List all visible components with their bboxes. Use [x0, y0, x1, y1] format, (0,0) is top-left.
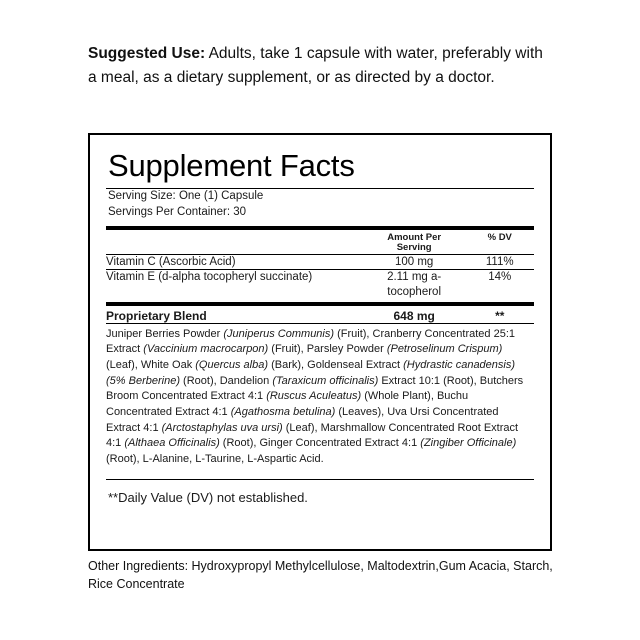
- table-header-row: [106, 233, 534, 254]
- daily-value-note: **Daily Value (DV) not established.: [108, 490, 308, 506]
- divider-under-blend: [106, 323, 534, 324]
- suggested-use-block: [88, 42, 548, 90]
- nutrient-rows-table: [106, 255, 534, 269]
- nutrient-name: Vitamin E (d-alpha tocopheryl succinate): [106, 271, 313, 284]
- nutrient-dv: 111%: [485, 255, 514, 268]
- nutrient-dv: 14%: [488, 271, 512, 284]
- header-amount-line1: Amount Per: [387, 231, 442, 243]
- divider-above-headers: [106, 226, 534, 230]
- nutrient-rows-table-2: [106, 270, 534, 299]
- serving-size: Serving Size: One (1) Capsule: [108, 190, 264, 203]
- proprietary-blend-table: [106, 309, 534, 323]
- table-row: [106, 255, 534, 269]
- header-amount-per-serving: [363, 233, 466, 254]
- blend-ingredients-list: Juniper Berries Powder (Juniperus Communis) (Fruit), Cranberry Concentrated 25:1 Extract (Vaccinium macrocarpon) (Fruit), Parsley Powder (Petroselinum Crispum) (Leaf), White Oak (Quercus alba) (Bark), Goldenseal Extract (Hydrastic canadensis) (5% Berberine) (Root), Dandelion (Taraxicum officinalis) Extract 10:1 (Root), Butchers Broom Concentrated Extract 4:1 (Ruscus Aculeatus) (Whole Plant), Buchu Concentrated Extract 4:1 (Agathosma betulina) (Leaves), Uva Ursi Concentrated Extract 4:1 (Arctostaphylas uva ursi) (Leaf), Marshmallow Concentrated Root Extract 4:1 (Althaea Officinalis) (Root), Ginger Concentrated Extract 4:1 (Zingiber Officinale) (Root), L-Alanine, L-Taurine, L-Aspartic Acid.: [106, 327, 524, 465]
- header-amount-line2: Serving: [396, 242, 432, 254]
- divider-above-blend: [106, 302, 534, 306]
- nutrient-amount: 2.11 mg a-tocopherol: [387, 271, 442, 298]
- blend-name: Proprietary Blend: [106, 308, 207, 323]
- supplement-facts-panel: [88, 133, 552, 551]
- nutrition-table: [106, 233, 534, 254]
- nutrient-name: Vitamin C (Ascorbic Acid): [106, 255, 236, 268]
- other-ingredients: Other Ingredients: Hydroxypropyl Methylcellulose, Maltodextrin,Gum Acacia, Starch, Rice Concentrate: [88, 559, 553, 592]
- blend-row: [106, 309, 534, 323]
- header-nutrient: [106, 233, 363, 254]
- suggested-use-label: Suggested Use:: [88, 45, 206, 62]
- blend-amount: 648 mg: [393, 308, 435, 323]
- suggested-use-text: Adults, take 1 capsule with water, preferably with a meal, as a dietary supplement, or as directed by a doctor.: [88, 45, 543, 87]
- servings-per-container: Servings Per Container: 30: [108, 205, 247, 218]
- blend-dv: **: [495, 308, 505, 323]
- divider-above-dv-note: [106, 479, 534, 480]
- table-row: [106, 270, 534, 299]
- serving-info: [108, 189, 534, 220]
- header-percent-dv: % DV: [487, 231, 512, 243]
- nutrient-amount: 100 mg: [394, 255, 434, 268]
- panel-title: Supplement Facts: [108, 148, 355, 183]
